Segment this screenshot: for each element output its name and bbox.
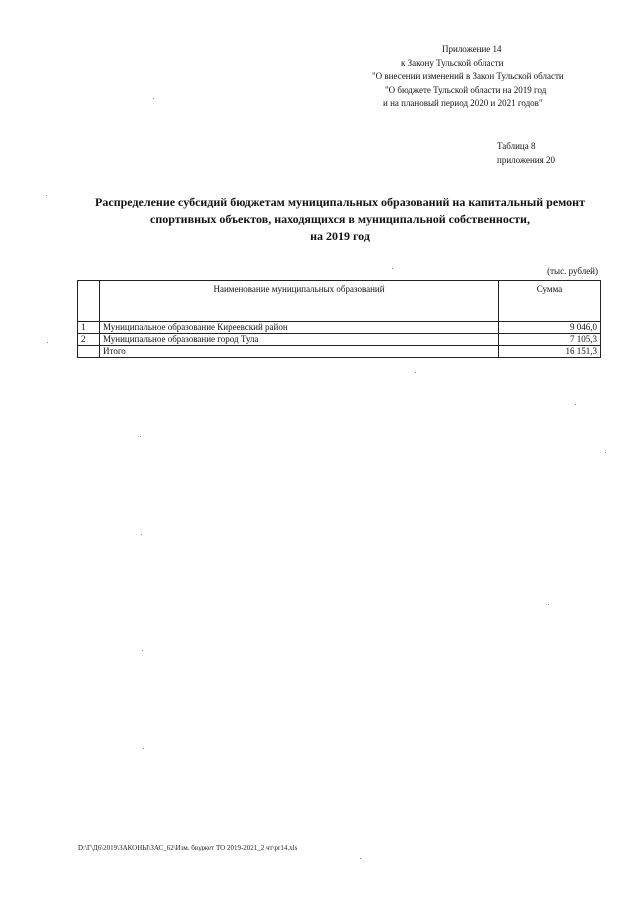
scan-speck bbox=[153, 98, 154, 99]
header-name: Наименование муниципальных образований bbox=[100, 281, 499, 322]
scan-speck bbox=[46, 195, 47, 196]
table-row bbox=[78, 322, 601, 334]
title-line: Распределение субсидий бюджетам муниципальных образований на капитальный ремонт bbox=[95, 195, 585, 209]
appendix-line: к Закону Тульской области bbox=[401, 57, 504, 68]
scan-speck bbox=[548, 604, 549, 605]
title-line: спортивных объектов, находящихся в муниципальной собственности, bbox=[150, 212, 530, 226]
scan-speck bbox=[392, 268, 393, 269]
row-amount: 16 151,3 bbox=[499, 346, 601, 358]
row-number: 2 bbox=[78, 334, 100, 346]
header-amount: Сумма bbox=[499, 281, 601, 322]
row-number bbox=[78, 346, 100, 358]
row-name: Муниципальное образование город Тула bbox=[100, 334, 499, 346]
document-title bbox=[60, 194, 620, 245]
appendix-line: "О внесении изменений в Закон Тульской области bbox=[372, 71, 564, 82]
scan-speck bbox=[143, 748, 144, 749]
appendix-line: и на плановый период 2020 и 2021 годов" bbox=[383, 98, 543, 109]
table-header-row bbox=[78, 281, 601, 322]
table-row bbox=[78, 334, 601, 346]
table-reference bbox=[497, 140, 555, 167]
header-number bbox=[78, 281, 100, 322]
scan-speck bbox=[605, 452, 606, 453]
table-ref-line: приложения 20 bbox=[497, 154, 556, 165]
table-total-row bbox=[78, 346, 601, 358]
scan-speck bbox=[415, 372, 416, 373]
scan-speck bbox=[140, 436, 141, 437]
table-ref-line: Таблица 8 bbox=[497, 141, 536, 151]
row-amount: 7 105,3 bbox=[499, 334, 601, 346]
row-name: Итого bbox=[100, 346, 499, 358]
scan-speck bbox=[141, 534, 142, 535]
appendix-line: "О бюджете Тульской области на 2019 год bbox=[385, 84, 547, 95]
title-line: на 2019 год bbox=[310, 229, 370, 243]
unit-label: (тыс. рублей) bbox=[547, 266, 598, 276]
row-number: 1 bbox=[78, 322, 100, 334]
scan-speck bbox=[360, 858, 361, 859]
scan-speck bbox=[47, 342, 48, 343]
appendix-line: Приложение 14 bbox=[442, 44, 502, 54]
scan-speck bbox=[575, 404, 576, 405]
subsidy-table bbox=[77, 280, 601, 358]
row-amount: 9 046,0 bbox=[499, 322, 601, 334]
row-name: Муниципальное образование Киреевский район bbox=[100, 322, 499, 334]
scan-speck bbox=[142, 650, 143, 651]
file-path-footer: D:\Г\Д6\2019\ЗАКОНЫ\ЗАС_62\Изм. бюджет ТО 2019-2021_2 чт\pr14.xls bbox=[78, 844, 298, 852]
